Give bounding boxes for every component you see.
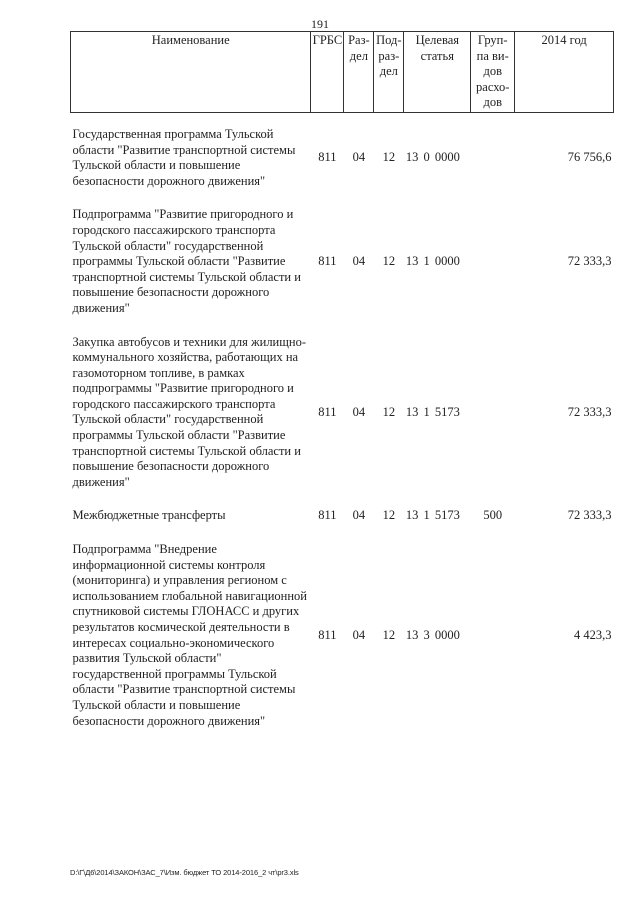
header-group: Груп- па ви- дов расхо- дов [471, 32, 515, 113]
row-podrazdel: 12 [382, 254, 396, 269]
row-grbs: 811 [318, 150, 337, 165]
row-statya: 13 3 0000 [405, 627, 460, 642]
row-grbs: 811 [318, 404, 337, 419]
row-podrazdel: 12 [382, 404, 396, 419]
table-header-row [71, 32, 614, 113]
row-grbs: 811 [318, 254, 337, 269]
file-path-footer: D:\Г\Д6\2014\ЗАКОН\ЗАС_7\Изм. бюджет ТО 2014-2016_2 чт\pr3.xls [70, 868, 299, 877]
table-row [71, 198, 614, 325]
budget-table [70, 31, 614, 738]
row-razdel: 04 [352, 254, 366, 269]
header-name: Наименование [71, 32, 311, 113]
table-row [71, 499, 614, 533]
row-podrazdel: 12 [382, 508, 396, 523]
row-grbs: 811 [318, 508, 337, 523]
row-name: Межбюджетные трансферты [72, 508, 226, 523]
row-name: Подпрограмма "Внедрение информационной системы контроля (мониторинга) и управления регионом с использованием глобальной навигационной спутниковой системы ГЛОНАСС и других результатов космической деятельности в интересах социально-экономического развития Тульской области" государственной программы Тульской области "Развитие транспортной системы Тульской области и повышение безопасности дорожного движения" [72, 542, 307, 728]
row-group [471, 198, 515, 325]
row-razdel: 04 [352, 627, 366, 642]
header-grbs: ГРБС [311, 32, 344, 113]
row-amount: 72 333,3 [567, 254, 612, 269]
table-row [71, 326, 614, 500]
header-year: 2014 год [515, 32, 614, 113]
row-amount: 76 756,6 [567, 150, 612, 165]
row-razdel: 04 [352, 404, 366, 419]
header-razdel: Раз- дел [344, 32, 374, 113]
row-razdel: 04 [352, 508, 366, 523]
header-statya: Целевая статья [404, 32, 471, 113]
table-row [71, 533, 614, 738]
row-name: Подпрограмма "Развитие пригородного и городского пассажирского транспорта Тульской области" государственной программы Тульской области "Развитие транспортной системы Тульской области и повышение безопасности дорожного движения" [72, 207, 301, 315]
row-statya: 13 1 0000 [405, 254, 460, 269]
row-podrazdel: 12 [382, 150, 396, 165]
row-razdel: 04 [352, 150, 366, 165]
row-amount: 72 333,3 [567, 508, 612, 523]
row-statya: 13 1 5173 [405, 404, 460, 419]
page-number: 191 [311, 17, 329, 31]
row-statya: 13 1 5173 [405, 508, 460, 523]
row-name: Закупка автобусов и техники для жилищно-коммунального хозяйства, работающих на газомоторном топливе, в рамках подпрограммы "Развитие пригородного и городского пассажирского транспорта Тульской области" государственной программы Тульской области "Развитие транспортной системы Тульской области и повышение безопасности дорожного движения" [72, 334, 306, 489]
row-group: 500 [483, 508, 503, 523]
row-group [471, 112, 515, 198]
row-amount: 4 423,3 [574, 627, 612, 642]
row-podrazdel: 12 [382, 627, 396, 642]
table-row [71, 112, 614, 198]
row-amount: 72 333,3 [567, 404, 612, 419]
row-statya: 13 0 0000 [405, 150, 460, 165]
row-group [471, 326, 515, 500]
header-podrazdel: Под- раз- дел [374, 32, 404, 113]
row-grbs: 811 [318, 627, 337, 642]
row-group [471, 533, 515, 738]
row-name: Государственная программа Тульской области "Развитие транспортной системы Тульской области и повышение безопасности дорожного движения" [72, 126, 296, 188]
